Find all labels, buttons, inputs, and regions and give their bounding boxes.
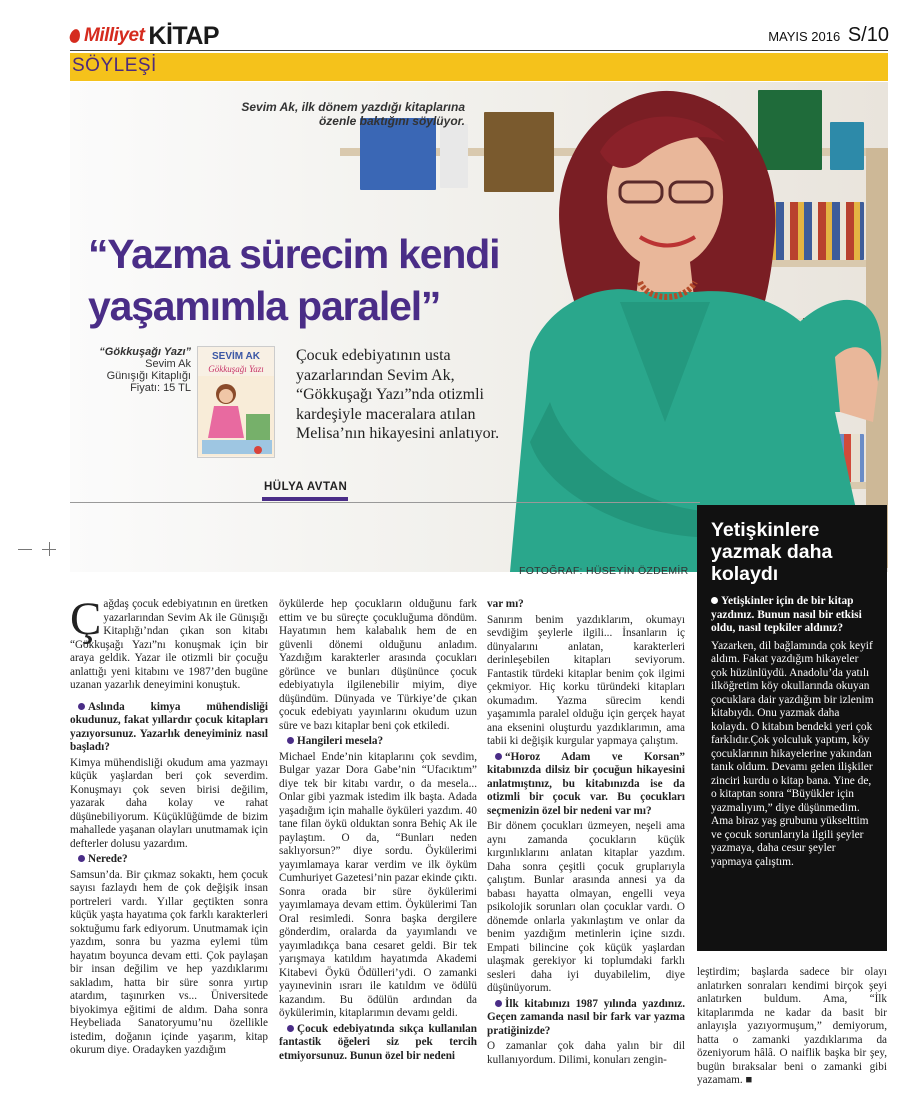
byline-rule xyxy=(70,502,700,503)
question xyxy=(279,1023,477,1064)
bullet-icon xyxy=(78,703,85,710)
page-number: S/10 xyxy=(847,24,889,46)
book-author: Sevim Ak xyxy=(145,358,191,370)
question-continued: var mı? xyxy=(487,598,524,610)
logo-brand: Milliyet xyxy=(84,25,145,46)
bullet-icon xyxy=(495,1000,502,1007)
answer: öykülerde hep çocukların olduğunu fark ettim ve bu süreçte çocukluğuma döndüm. Hayatımın hem kalabalık hem de en güvenli dönemi olduğunu anladım. Yazdığım karakterler arasında çocukları görünce ve bunları düşününce çocuk edebiyatıyla ilgilenebilir miyim, diye düşündüm. Dünyada ve Türkiye’de çıkan çocuk edebiyatı yayınlarını okudum uzun süre ve bazı kitaplar beni çok etkiledi. xyxy=(279,598,477,732)
answer: Bir dönem çocukları üzmeyen, neşeli ama aynı zamanda çocukların küçük kırgınlıklarını anlatan kitaplar yazdım. Daha sonra çeşitli çocuk gruplarıyla çalıştım. Bunlar arasında annesi ya da babası hayatta olmayan, engelli veya psikolojik sorunları olan çocuklar vardı. O dönemde onlarla yakınlaştım ve onlar da benim yazdığım metinlerin içine sızdı. Empati bilincine çok küçük yaşlardan ulaşmak gerekiyor ki toplumdaki farklı sesleri daha iyi duyabilelim, diye düşünüyorum. xyxy=(487,820,685,994)
sidebar-box xyxy=(697,505,887,951)
crop-mark xyxy=(18,549,32,550)
question xyxy=(70,853,268,867)
book-price: Fiyatı: 15 TL xyxy=(130,382,191,394)
headline-line-2: yaşamımla paralel” xyxy=(88,283,441,329)
book-publisher: Günışığı Kitaplığı xyxy=(106,370,191,382)
byline-underline xyxy=(262,497,348,501)
answer: Sanırım benim yazdıklarım, okumayı sevdiğim şeylerle ilgili... İnsanların iç dünyalarını anlatan, karakterleri derinleşebilen kitapları seviyorum. Fantastik türdeki kitaplar benim çok ilgimi çekmiyor. Hiç korku türündeki kitapları okumadım. Yazma sürecim kendi yaşamımla paralel olduğu için gerçek hayat ana eksenini oluşturdu yazdıklarımın, ama tabii ki değişik kurgular yapmaya çalıştım. xyxy=(487,613,685,747)
bullet-icon xyxy=(495,753,502,760)
logo-suffix: KİTAP xyxy=(148,21,220,50)
issue-info xyxy=(768,24,889,47)
question-text: Hangileri mesela? xyxy=(297,735,384,747)
bullet-icon xyxy=(78,855,85,862)
book-cover-image xyxy=(197,346,275,458)
book-blue xyxy=(360,118,436,190)
drop-cap: Ç xyxy=(70,593,102,645)
byline: HÜLYA AVTAN xyxy=(264,481,348,493)
question xyxy=(70,701,268,755)
photo-caption: Sevim Ak, ilk dönem yazdığı kitaplarına özenle baktığını söylüyor. xyxy=(241,100,465,128)
section-bar xyxy=(70,53,888,81)
intro-text: Çocuk edebiyatının usta yazarlarından Sevim Ak, “Gökkuşağı Yazı”nda otizmli kardeşiyle maceralara atılan Melisa’nın hikayesini anlatıyor. xyxy=(296,347,500,442)
answer: leştirdim; başlarda sadece bir olayı anlatırken sonraları kendimi birçok şeyi anlatırken buldum. Ama, “İlk kitaplarımda ne kadar da basit bir anlayışla yazıyormuşum,” demiyorum, hatta o zamanki yazdıklarıma da özeniyorum hâlâ. O naiflik başka bir şey, bugün bıraksalar beni o zamanki gibi yazamam. ■ xyxy=(697,966,887,1086)
answer: Kimya mühendisliği okudum ama yazmayı küçük yaşlardan beri çok severdim. Konuşmayı çok seven birisi değilim, yazarak daha kolay ve rahat düşünebiliyorum. Küçüklüğümde de bizim mahallede yaşanan olayları unutmamak için defterler dolusu yazardım. xyxy=(70,756,268,850)
crop-mark xyxy=(49,542,50,556)
article-column-3 xyxy=(487,598,685,1069)
flame-icon xyxy=(68,28,81,44)
article-column-4 xyxy=(697,966,887,1090)
headline xyxy=(88,228,688,332)
article-column-2 xyxy=(279,598,477,1065)
book-white xyxy=(440,124,468,188)
answer: Samsun’da. Bir çıkmaz sokaktı, hem çocuk sayısı fazlaydı hem de çok değişik insan portreleri vardı. Yıllar geçtikten sonra küçük yaşta hayatıma çok farklı karakterleri soktuğumu fark ediyorum. Unutmamak için yazdım, sonra bu yazma eylemi tüm hayatım boyunca devam etti. Çok paylaşan bir insan değilim ve hep yazdıklarımı sakladım, hatta bir süre sonra yırtıp atardım, taşınırken vs... Üniversitede biyokimya eğitimi de aldım. Daha sonra Heybeliada Sanatoryumu’nu özellikle istedim, doğanın içinde yaşarım, kitap okurum diye. Oradayken yazdığım xyxy=(70,868,268,1056)
magazine-logo xyxy=(70,22,219,50)
book-title: “Gökkuşağı Yazı” xyxy=(99,346,191,358)
question-text: Nerede? xyxy=(88,853,128,865)
headline-line-1: “Yazma sürecim kendi xyxy=(88,231,500,277)
question xyxy=(487,751,685,819)
question-text: Aslında kimya mühendisliği okudunuz, fakat yıllardır çocuk kitapları yazıyorsunuz. Yazarlık deneyiminiz nasıl başladı? xyxy=(70,700,268,753)
section-label: SÖYLEŞİ xyxy=(72,55,157,76)
bullet-icon xyxy=(711,597,718,604)
article-column-1 xyxy=(70,593,268,1060)
bullet-icon xyxy=(287,737,294,744)
article-lead: ağdaş çocuk edebiyatının en üretken yazarlarından Sevim Ak ile Günışığı Kitaplığı’ndan çıkan son kitabı “Gökkuşağı Yazı”nı konuşmak için bir araya geldik. Yazar ile otizmli bir çocuğu anlattığı yeni kitabını ve 1987’den bugüne uzanan yazarlık deneyimini konuştuk. xyxy=(70,598,268,691)
header-rule xyxy=(70,50,888,51)
question-text: “Horoz Adam ve Korsan” kitabınızda dilsiz bir çocuğun hikayesini anlatmıştınız, bu kitabınızda ise da otizmli bir çocuk var. Bu çocukları seçmenizin özel bir nedeni var mı? xyxy=(487,750,685,817)
issue-date: MAYIS 2016 xyxy=(768,29,841,44)
question-text: Çocuk edebiyatında sıkça kullanılan fantastik öğeleri siz pek tercih etmiyorsunuz. Bunun özel bir nedeni xyxy=(279,1022,477,1062)
answer: O zamanlar çok daha yalın bir dil kullanıyordum. Dilimi, konuları zengin- xyxy=(487,1040,685,1066)
question xyxy=(279,735,477,749)
article-paragraph xyxy=(70,593,268,693)
cover-illustration xyxy=(198,376,275,456)
sidebar-question-text: Yetişkinler için de bir kitap yazdınız. Bunun nasıl bir etkisi oldu, nasıl tepkiler aldınız? xyxy=(711,595,862,634)
cover-title: Gökkuşağı Yazı xyxy=(208,364,264,374)
question-text: İlk kitabınızı 1987 yılında yazdınız. Geçen zamanda nasıl bir fark var yazma pratiğinizde? xyxy=(487,997,685,1037)
sidebar-question xyxy=(711,595,875,636)
sidebar-answer: Yazarken, dil bağlamında çok keyif aldım. Fakat yazdığım hikayeler çok hüzünlüydü. Anadolu’da yatılı ilköğretim köy okullarında okuyan çocuklara dair yazdığım bir izlenim kitabıydı. Onu yazmak daha kolaydı. O kitabın bendeki yeri çok farklıdır.Çok yolculuk yaptım, köy çocuklarının hikayelerine yakından tanık oldum. Devamı gelen ilişkiler zinciri kurdu o kitap bana. Yine de, o kitaptan sonra “Büyükler için yazmalıyım,” diye düşünmedim. Ama biraz yaş grubunu yükselttim ve çocuk sorunlarıyla ilgili şeyler yazmaya, daha cesur şeyler yapmaya çalıştım. xyxy=(711,639,874,868)
question xyxy=(487,998,685,1039)
bullet-icon xyxy=(287,1025,294,1032)
book-info xyxy=(88,346,191,394)
cover-author: SEVİM AK xyxy=(212,351,260,362)
photo-credit: FOTOĞRAF: HÜSEYİN ÖZDEMİR xyxy=(519,565,689,577)
answer: Michael Ende’nin kitaplarını çok sevdim, Bulgar yazar Dora Gabe’nin “Ufacıktım” diye tek bir kitabı vardır, o da mesela... Onlar gibi yazmak istedim ilk başta. Adada yaşadığım için mahalle öyküleri yazdım. 40 tane filan öykü olduktan sonra Behiç Ak ile paylaştım. O da, “Bunları neden saklıyorsun?” diye sordu. Öykülerimi yayımlamaya karar verdim ve ilk öyküm Cumhuriyet Gazetesi’nin pazar ekinde çıktı. Sonra orada bir süre öykülerimi yayımlamaya devam ettim. Öykülerimi Tan Oral resimledi. Sonra başka dergilere gönderdim, oralarda da yayımlandı ve yayımladıkça bana cesaret geldi. Bir tek yarışmaya katıldım hayatımda Akademi Kitabevi Öykü Ödülleri’ydi. O zamanki yayınevinin ısrarı ile katıldım ve ödülü kazandım. Bu ödülün ardından da öykülerimin, kitaplarımın devamı geldi. xyxy=(279,750,477,1019)
sidebar-title: Yetişkinlere yazmak daha kolaydı xyxy=(711,519,833,585)
